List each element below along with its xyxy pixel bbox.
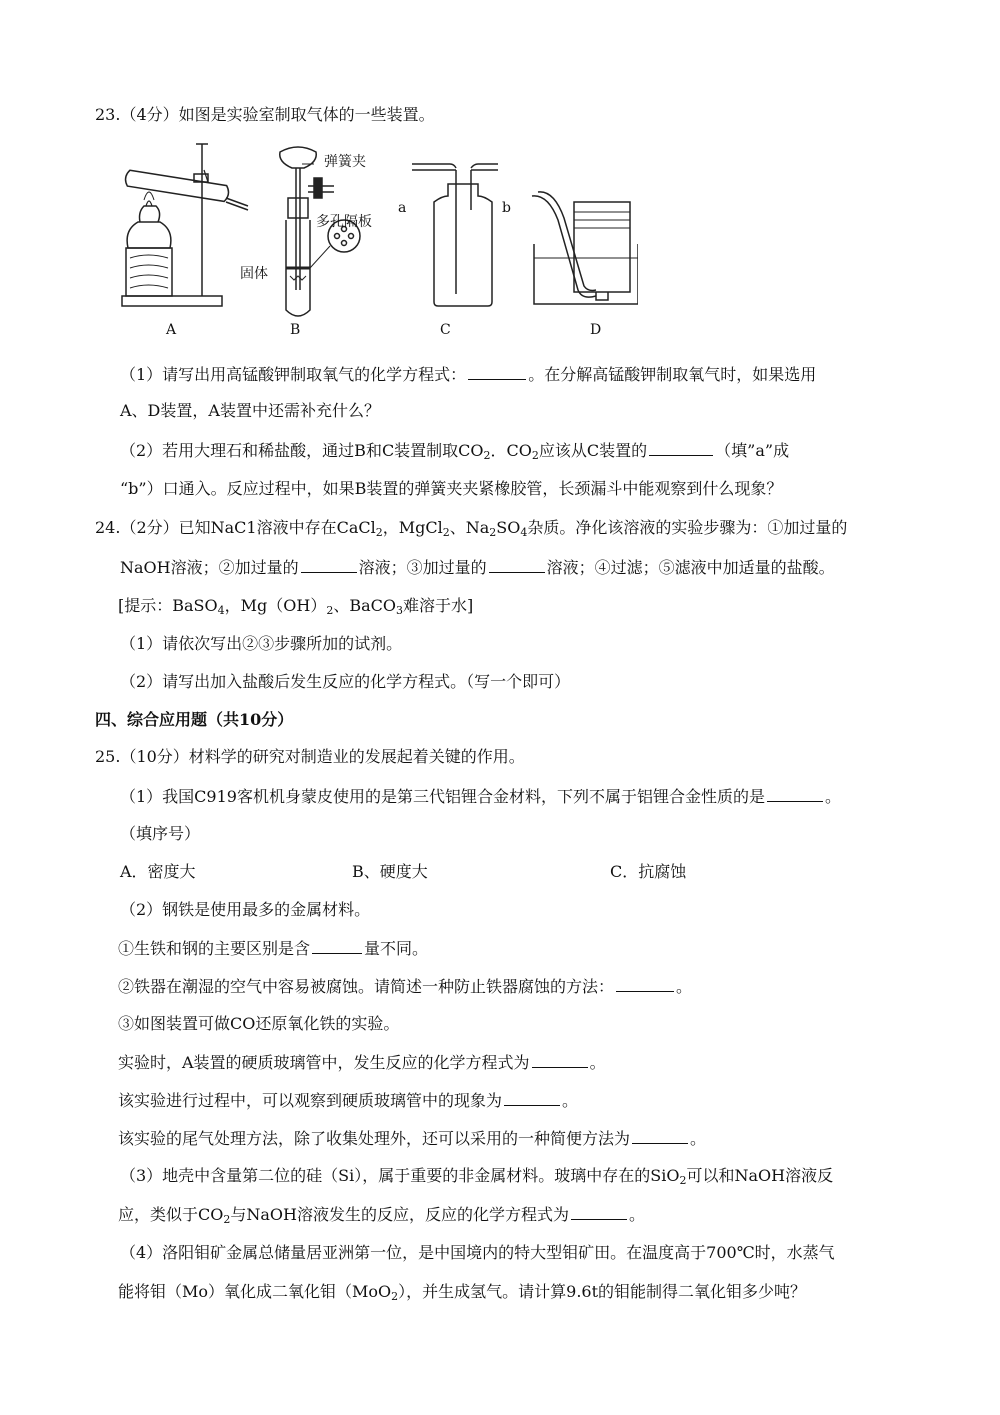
q25-p2-3-text: ③如图装置可做CO还原氧化铁的实验。 [118, 1014, 400, 1033]
apparatus-figure [118, 140, 638, 340]
q25-option-c [610, 861, 686, 883]
apparatus-drawing [118, 140, 638, 340]
caption-d: D [590, 322, 602, 338]
answer-blank[interactable] [532, 1051, 588, 1068]
answer-blank[interactable] [489, 556, 545, 573]
q24-line2 [120, 556, 835, 579]
q24-part1 [120, 633, 402, 655]
q25-experiment-line3 [118, 1127, 706, 1150]
q25-p3-text-a: （3）地壳中含量第二位的硅（Si），属于重要的非金属材料。玻璃中存在的SiO [120, 1166, 680, 1185]
subscript: 4 [520, 526, 528, 539]
q23-part2-line1 [120, 439, 789, 462]
q25-p3-text-e: 。 [629, 1205, 646, 1224]
q25-part2 [120, 899, 370, 921]
q23-part1-line2 [120, 400, 380, 422]
q24-hint-b: ，Mg（OH） [224, 596, 327, 615]
q24-l2-text-b: 溶液；③加过量的 [358, 558, 487, 577]
q25-e1-text-b: 。 [589, 1053, 606, 1072]
question-23-heading [95, 104, 435, 126]
option-c-text: C．抗腐蚀 [610, 862, 687, 881]
label-solid: 固体 [240, 266, 268, 282]
q25-part1-line2 [120, 823, 200, 845]
q25-part3-line1 [120, 1165, 833, 1187]
answer-blank[interactable] [504, 1089, 560, 1106]
q25-p3-text-d: 与NaOH溶液发生的反应，反应的化学方程式为 [230, 1205, 569, 1224]
q24-text-b: ，MgCl [382, 518, 443, 537]
subscript: 2 [679, 1174, 687, 1187]
answer-blank[interactable] [468, 363, 526, 380]
q24-text-e: 杂质。净化该溶液的实验步骤为：①加过量的 [527, 518, 848, 537]
q25-option-a [120, 861, 196, 883]
q25-part3-line2 [118, 1203, 645, 1226]
q25-heading-text: 25.（10分）材料学的研究对制造业的发展起着关键的作用。 [95, 747, 525, 766]
caption-c: C [440, 322, 451, 338]
apparatus-d [532, 192, 638, 304]
q25-p2-2-text-b: 。 [676, 977, 693, 996]
q23-p2-text-b: ．CO [490, 441, 532, 460]
label-porous-plate: 多孔隔板 [316, 214, 372, 230]
q24-text-c: 、Na [449, 518, 490, 537]
q24-text-d: SO [496, 518, 521, 537]
section-4-heading [95, 709, 293, 731]
q25-part4-line2 [118, 1281, 806, 1303]
q24-p2-text: （2）请写出加入盐酸后发生反应的化学方程式。（写一个即可） [120, 672, 571, 691]
answer-blank[interactable] [616, 975, 674, 992]
q24-hint [118, 595, 473, 617]
q23-part1-line1 [120, 363, 816, 386]
q25-p4-text-b: 能将钼（Mo）氧化成二氧化钼（MoO [118, 1282, 392, 1301]
label-spring-clip: 弹簧夹 [324, 154, 366, 170]
answer-blank[interactable] [649, 439, 713, 456]
q25-option-b [352, 861, 428, 883]
q24-hint-a: [提示：BaSO [118, 596, 218, 615]
q25-part2-item2 [118, 975, 692, 998]
q25-e3-text-a: 该实验的尾气处理方法，除了收集处理外，还可以采用的一种简便方法为 [118, 1129, 631, 1148]
q25-part4-line1 [120, 1242, 835, 1264]
q23-p2-text-a: （2）若用大理石和稀盐酸，通过B和C装置制取CO [120, 441, 484, 460]
q24-p1-text: （1）请依次写出②③步骤所加的试剂。 [120, 634, 403, 653]
q23-heading-text: 23.（4分）如图是实验室制取气体的一些装置。 [95, 105, 435, 124]
answer-blank[interactable] [632, 1127, 688, 1144]
q25-p4-text-a: （4）洛阳钼矿金属总储量居亚洲第一位，是中国境内的特大型钼矿田。在温度高于700℃时，水蒸气 [120, 1243, 835, 1262]
option-a-text: A．密度大 [120, 862, 196, 881]
subscript: 4 [217, 604, 225, 617]
q23-p2-text-e: “b”）口通入。反应过程中，如果B装置的弹簧夹夹紧橡胶管，长颈漏斗中能观察到什么现象？ [120, 479, 783, 498]
subscript: 2 [531, 449, 539, 462]
q23-p1-text-c: A、D装置，A装置中还需补充什么？ [120, 401, 380, 420]
q25-part2-item1 [118, 937, 428, 960]
caption-b: B [290, 322, 301, 338]
subscript: 2 [489, 526, 497, 539]
question-24-heading [95, 517, 847, 539]
q25-part2-item3 [118, 1013, 399, 1035]
q25-e2-text-a: 该实验进行过程中，可以观察到硬质玻璃管中的现象为 [118, 1091, 503, 1110]
q24-part2 [120, 671, 570, 693]
apparatus-c [412, 164, 498, 306]
subscript: 2 [442, 526, 450, 539]
q24-text-a: 24.（2分）已知NaC1溶液中存在CaCl [95, 518, 376, 537]
subscript: 2 [223, 1213, 231, 1226]
q24-hint-d: 难溶于水] [403, 596, 474, 615]
q24-l2-text-a: NaOH溶液；②加过量的 [120, 558, 299, 577]
label-port-b: b [502, 200, 511, 216]
caption-a: A [166, 322, 177, 338]
q25-p2-1-text-b: 量不同。 [364, 939, 429, 958]
q23-p1-text-b: 。在分解高锰酸钾制取氧气时，如果选用 [528, 365, 817, 384]
q25-part1-line1 [120, 785, 841, 808]
q23-p2-text-c: 应该从C装置的 [538, 441, 648, 460]
q25-e1-text-a: 实验时，A装置的硬质玻璃管中，发生反应的化学方程式为 [118, 1053, 530, 1072]
q25-p1-text-c: （填序号） [120, 824, 201, 843]
subscript: 2 [483, 449, 491, 462]
q25-experiment-line1 [118, 1051, 606, 1074]
q25-p3-text-b: 可以和NaOH溶液反 [686, 1166, 834, 1185]
q25-p2-2-text-a: ②铁器在潮湿的空气中容易被腐蚀。请简述一种防止铁器腐蚀的方法： [118, 977, 615, 996]
q25-p1-text-b: 。 [824, 787, 841, 806]
q25-e3-text-b: 。 [690, 1129, 707, 1148]
subscript: 2 [326, 604, 334, 617]
subscript: 3 [396, 604, 403, 617]
apparatus-b [280, 147, 360, 316]
answer-blank[interactable] [571, 1203, 627, 1220]
q25-e2-text-b: 。 [562, 1091, 579, 1110]
option-b-text: B、硬度大 [352, 862, 428, 881]
q25-p1-text-a: （1）我国C919客机机身蒙皮使用的是第三代铝锂合金材料，下列不属于铝锂合金性质的是 [120, 787, 765, 806]
apparatus-a [122, 144, 248, 306]
q25-experiment-line2 [118, 1089, 578, 1112]
q25-p3-text-c: 应，类似于CO [118, 1205, 224, 1224]
q23-p2-text-d: （填”a”成 [715, 441, 790, 460]
answer-blank[interactable] [312, 937, 362, 954]
q24-l2-text-c: 溶液；④过滤；⑤滤液中加适量的盐酸。 [546, 558, 835, 577]
q25-p2-text: （2）钢铁是使用最多的金属材料。 [120, 900, 371, 919]
q24-hint-c: 、BaCO [333, 596, 396, 615]
section-4-title: 四、综合应用题（共10分） [95, 710, 294, 729]
q25-p4-text-c: ），并生成氢气。请计算9.6t的钼能制得二氧化钼多少吨？ [398, 1282, 807, 1301]
question-25-heading [95, 746, 525, 768]
answer-blank[interactable] [767, 785, 823, 802]
q23-p1-text-a: （1）请写出用高锰酸钾制取氧气的化学方程式： [120, 365, 467, 384]
subscript: 2 [375, 526, 383, 539]
subscript: 2 [391, 1290, 399, 1303]
answer-blank[interactable] [301, 556, 357, 573]
label-port-a: a [398, 200, 407, 216]
q25-p2-1-text-a: ①生铁和钢的主要区别是含 [118, 939, 311, 958]
q23-part2-line2 [120, 478, 782, 500]
